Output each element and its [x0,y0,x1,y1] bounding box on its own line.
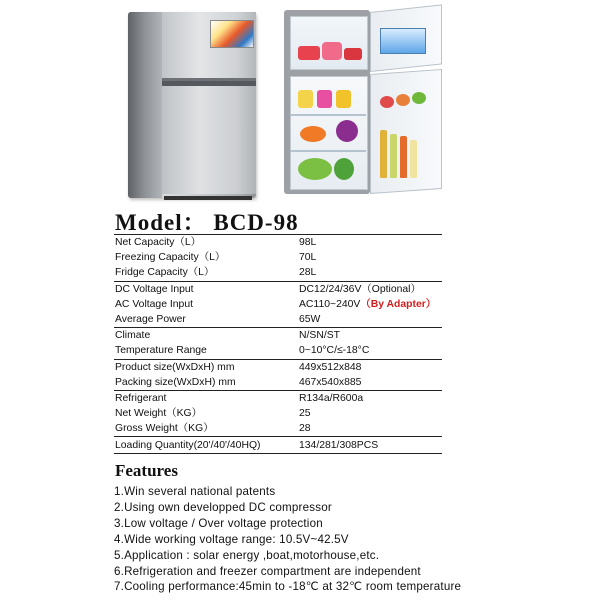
feature-item: 5.Application : solar energy ,boat,motorhouse,etc. [114,548,380,562]
feature-item: 7.Cooling performance:45min to -18℃ at 32℃ room temperature [114,580,462,594]
spec-label: Average Power [114,312,298,328]
fridge-open-image [284,10,454,200]
feature-item: 1.Win several national patents [114,485,276,498]
spec-row [114,375,442,391]
spec-value-main: AC110~240V [299,298,361,310]
spec-row [114,328,442,344]
spec-row [114,343,442,359]
spec-label: Net Weight（KG） [115,408,203,420]
spec-row [114,406,442,421]
model-label: Model： [115,210,207,235]
spec-value: 98L [298,235,442,251]
fridge-door [162,86,256,194]
feature-item: 6.Refrigeration and freezer compartment are independent [114,564,421,578]
fridge-closed-image [128,12,258,202]
spec-value: R134a/R600a [299,392,364,404]
spec-row [114,235,442,251]
spec-table [114,234,442,454]
features-heading: Features [115,461,178,480]
adapter-note: （By Adapter） [360,298,437,310]
spec-row [114,390,442,406]
spec-row [114,250,442,265]
spec-row [114,265,442,281]
spec-row [114,297,442,312]
spec-label: Climate [115,330,151,342]
spec-value [298,297,442,312]
feature-item: 4.Wide working voltage range: 10.5V~42.5V [114,532,349,546]
spec-row [114,312,442,328]
spec-value: 25 [299,408,311,420]
energy-sticker [210,20,254,48]
spec-label: Packing size(WxDxH) mm [114,375,298,391]
model-number: BCD-98 [213,210,299,235]
spec-row [114,281,442,297]
spec-value: 449x512x848 [299,361,362,373]
spec-label: Gross Weight（KG） [114,421,298,437]
spec-label: DC Voltage Input [115,283,194,295]
spec-label: AC Voltage Input [115,298,193,310]
spec-value: 65W [298,312,442,328]
spec-value: N/SN/ST [299,330,340,342]
spec-row [114,421,442,437]
spec-label: Net Capacity（L） [114,235,298,251]
features-list [114,484,461,595]
spec-row [114,359,442,375]
spec-label: Fridge Capacity（L） [114,265,298,281]
spec-value: 467x540x885 [298,375,442,391]
spec-row [114,437,442,453]
spec-value: 0~10°C/≤-18°C [298,343,442,359]
spec-value: 134/281/308PCS [298,437,442,453]
ice-cream-box [380,28,426,54]
spec-label: Freezing Capacity（L） [115,252,226,264]
spec-label: Temperature Range [114,343,298,359]
spec-label: Refrigerant [115,392,167,404]
model-heading [115,204,299,237]
spec-value: DC12/24/36V（Optional） [299,283,421,295]
feature-item: 3.Low voltage / Over voltage protection [114,516,323,530]
spec-value: 70L [299,252,317,264]
spec-label: Product size(WxDxH) mm [115,361,235,373]
spec-value: 28L [298,265,442,281]
spec-label: Loading Quantity(20'/40'/40HQ) [114,437,298,453]
product-photos [0,0,600,205]
spec-value: 28 [298,421,442,437]
feature-item: 2.Using own developped DC compressor [114,500,332,514]
